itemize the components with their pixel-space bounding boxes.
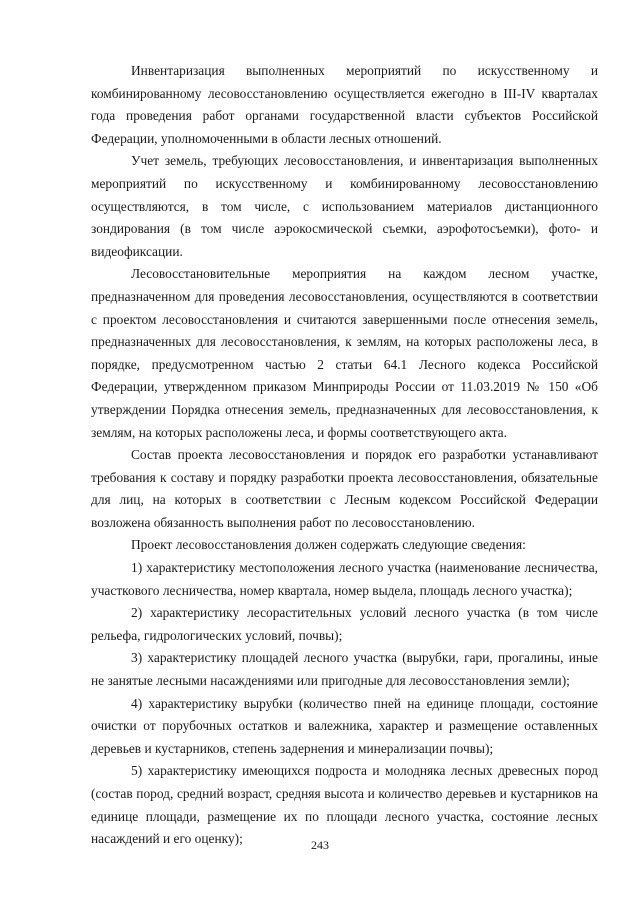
body-text (91, 60, 598, 851)
list-item: 2) характеристику лесорастительных условий лесного участка (в том числе рельефа, гидрологических условий, почвы); (91, 605, 598, 643)
paragraph: Инвентаризация выполненных мероприятий по искусственному и комбинированному лесовосстановлению осуществляется ежегодно в III-IV кварталах года проведения работ органами государственной власти субъектов Российской Федерации, уполномоченными в области лесных отношений. (91, 63, 598, 146)
list-item: 1) характеристику местоположения лесного участка (наименование лесничества, участкового лесничества, номер квартала, номер выдела, площадь лесного участка); (91, 560, 598, 598)
list-item: 4) характеристику вырубки (количество пней на единице площади, состояние очистки от порубочных остатков и валежника, характер и размещение оставленных деревьев и кустарников, степень задернения и минерализации почвы); (91, 695, 598, 756)
list-item: 3) характеристику площадей лесного участка (вырубки, гари, прогалины, иные не занятые лесными насаждениями или пригодные для лесовосстановления земли); (91, 650, 598, 689)
page-number: 243 (311, 838, 329, 852)
paragraph: Состав проекта лесовосстановления и порядок его разработки устанавливают требования к составу и порядку разработки проекта лесовосстановления, обязательные для лиц, на которых в соответствии с Лесным кодексом Российской Федерации возложена обязанность выполнения работ по лесовосстановлению. (91, 447, 598, 530)
paragraph: Лесовосстановительные мероприятия на каждом лесном участке, предназначенном для проведения лесовосстановления, осуществляются в соответствии с проектом лесовосстановления и считаются завершенными после отнесения земель, предназначенных для лесовосстановления, к землям, на которых расположены леса, в порядке, предусмотренном частью 2 статьи 64.1 Лесного кодекса Российской Федерации, утвержденном приказом Минприроды России от 11.03.2019 № 150 «Об утверждении Порядка отнесения земель, предназначенных для лесовосстановления, к землям, на которых расположены леса, и формы соответствующего акта. (91, 266, 598, 440)
paragraph: Проект лесовосстановления должен содержать следующие сведения: (131, 537, 526, 553)
list-item: 5) характеристику имеющихся подроста и молодняка лесных древесных пород (состав пород, средний возраст, средняя высота и количество деревьев и кустарников на единице площади, размещение их по площади лесного участка, состояние лесных насаждений и его оценку); (91, 763, 598, 847)
paragraph: Учет земель, требующих лесовосстановления, и инвентаризация выполненных мероприятий по искусственному и комбинированному лесовосстановлению осуществляются, в том числе, с использованием материалов дистанционного зондирования (в том числе аэрокосмической съемки, аэрофотосъемки), фото- и видеофиксации. (91, 153, 598, 259)
